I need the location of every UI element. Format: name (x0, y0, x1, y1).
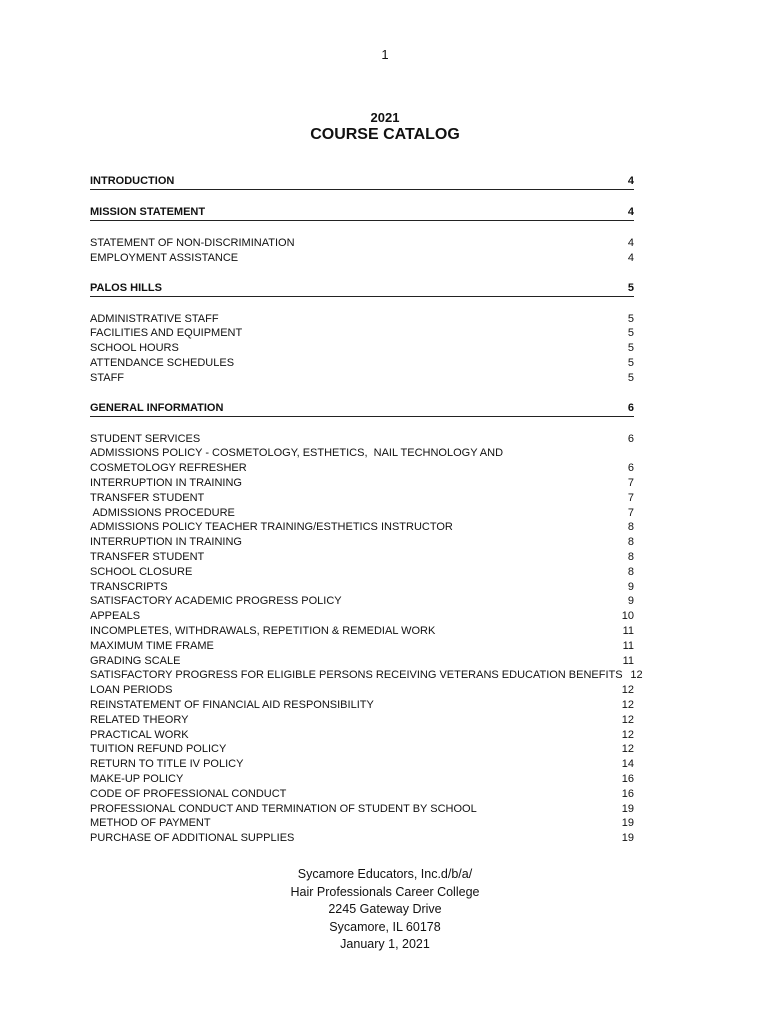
toc-entry-page: 9 (627, 595, 634, 608)
toc-entry-page: 12 (621, 713, 634, 726)
toc-section-heading (90, 205, 634, 221)
footer-line: Sycamore Educators, Inc.d/b/a/ (297, 867, 473, 881)
toc-entry (90, 713, 634, 728)
toc-entry-page: 16 (621, 772, 634, 785)
toc-entry (90, 491, 634, 506)
toc-entry (90, 356, 634, 371)
footer-line: Sycamore, IL 60178 (329, 919, 441, 934)
toc-entry-page: 11 (622, 624, 634, 637)
toc-entry-label: RELATED THEORY (90, 713, 189, 726)
toc-entry-label: STAFF (90, 371, 125, 384)
toc-entry-label: ADMISSIONS POLICY TEACHER TRAINING/ESTHETICS INSTRUCTOR (90, 521, 453, 534)
toc-entry-page: 4 (627, 251, 634, 264)
toc-entry-page: 6 (627, 432, 634, 445)
toc-entry-label: SATISFACTORY PROGRESS FOR ELIGIBLE PERSONS RECEIVING VETERANS EDUCATION BENEFITS (90, 669, 623, 682)
toc-entry (90, 312, 634, 327)
toc-entry-page: 4 (627, 206, 634, 218)
toc-entry (90, 802, 634, 817)
toc-entry-page: 5 (627, 356, 634, 369)
toc-entry-page: 8 (627, 536, 634, 549)
toc-entry-label: ADMISSIONS PROCEDURE (90, 506, 235, 519)
toc-entry-page: 7 (627, 491, 634, 504)
toc-entry-page: 5 (627, 371, 634, 384)
toc-entry-page: 10 (621, 610, 634, 623)
toc-entry-label: LOAN PERIODS (90, 684, 173, 697)
toc-entry-page: 5 (627, 327, 634, 340)
toc-entry (90, 251, 634, 266)
toc-entry (90, 432, 634, 447)
toc-entry (90, 550, 634, 565)
toc-entry-page: 4 (627, 175, 634, 187)
toc-entry-page: 12 (621, 743, 634, 756)
toc-entry-page: 8 (627, 521, 634, 534)
toc-entry-page: 12 (621, 728, 634, 741)
toc-entry-label: REINSTATEMENT OF FINANCIAL AID RESPONSIBILITY (90, 698, 374, 711)
toc-entry (90, 506, 634, 521)
toc-section-heading (90, 174, 634, 190)
toc-entry (90, 742, 634, 757)
footer-line: Hair Professionals Career College (290, 884, 480, 899)
toc-entry-label: ADMISSIONS POLICY - COSMETOLOGY, ESTHETICS, NAIL TECHNOLOGY AND (90, 447, 504, 460)
toc-entry (90, 639, 634, 654)
toc-entry-page: 7 (627, 476, 634, 489)
toc-entry-label: TUITION REFUND POLICY (90, 743, 227, 756)
publisher-address (0, 866, 770, 954)
table-of-contents (90, 174, 643, 846)
toc-entry (90, 461, 634, 476)
toc-entry-label: SCHOOL HOURS (90, 342, 179, 355)
toc-entry-label: GRADING SCALE (90, 654, 181, 667)
toc-entry-label: STUDENT SERVICES (90, 432, 201, 445)
toc-entry-page: 5 (627, 281, 634, 294)
toc-entry (90, 728, 634, 743)
toc-entry-label: COSMETOLOGY REFRESHER (90, 462, 247, 475)
toc-spacer (90, 266, 634, 281)
toc-entry (90, 772, 634, 787)
toc-entry-page: 19 (621, 817, 634, 830)
toc-spacer (90, 297, 634, 312)
toc-entry (90, 683, 634, 698)
toc-entry-label: MAXIMUM TIME FRAME (90, 639, 214, 652)
toc-entry-label: TRANSFER STUDENT (90, 550, 205, 563)
toc-entry (90, 594, 634, 609)
footer-line: January 1, 2021 (340, 937, 430, 951)
toc-entry-page: 8 (627, 550, 634, 563)
toc-entry (90, 236, 634, 251)
toc-entry (90, 609, 634, 624)
toc-entry (90, 831, 634, 846)
toc-entry (90, 446, 634, 461)
toc-entry-label: INTERRUPTION IN TRAINING (90, 536, 242, 549)
toc-entry-label: EMPLOYMENT ASSISTANCE (90, 251, 239, 264)
toc-entry-label: STATEMENT OF NON-DISCRIMINATION (90, 237, 295, 249)
toc-entry-page: 14 (621, 758, 634, 771)
toc-entry-label: MISSION STATEMENT (90, 206, 206, 218)
toc-entry-label: CODE OF PROFESSIONAL CONDUCT (90, 787, 287, 800)
toc-spacer (90, 221, 634, 236)
toc-section-heading (90, 401, 634, 417)
toc-entry (90, 565, 634, 580)
toc-entry-label: PROFESSIONAL CONDUCT AND TERMINATION OF STUDENT BY SCHOOL (90, 802, 477, 815)
toc-entry-page: 19 (621, 832, 634, 845)
toc-entry-page: 6 (627, 401, 634, 414)
toc-entry-page: 5 (627, 342, 634, 355)
toc-entry-label: SATISFACTORY ACADEMIC PROGRESS POLICY (90, 595, 342, 608)
toc-spacer (90, 190, 634, 205)
toc-entry (90, 520, 634, 535)
toc-entry-label: FACILITIES AND EQUIPMENT (90, 327, 243, 340)
toc-entry (90, 580, 634, 595)
toc-entry-page: 4 (627, 237, 634, 249)
toc-entry-page: 5 (627, 312, 634, 325)
footer-line: 2245 Gateway Drive (328, 902, 442, 916)
toc-entry-label: ATTENDANCE SCHEDULES (90, 356, 235, 369)
toc-entry-label: INTRODUCTION (90, 175, 175, 187)
toc-entry-label: GENERAL INFORMATION (90, 401, 224, 414)
toc-entry-page: 12 (621, 698, 634, 711)
toc-entry-page: 11 (622, 654, 634, 667)
toc-entry-label: RETURN TO TITLE IV POLICY (90, 758, 244, 771)
toc-entry-label: MAKE-UP POLICY (90, 772, 184, 785)
toc-entry-page: 19 (621, 802, 634, 815)
toc-spacer (90, 386, 634, 401)
toc-entry-label: SCHOOL CLOSURE (90, 565, 193, 578)
toc-entry (90, 371, 634, 386)
toc-spacer (90, 417, 634, 432)
toc-entry-page: 7 (627, 506, 634, 519)
toc-entry (90, 624, 634, 639)
toc-entry-page: 8 (627, 565, 634, 578)
toc-entry-page: 11 (622, 639, 634, 652)
toc-entry-label: APPEALS (90, 610, 141, 623)
toc-entry-label: PRACTICAL WORK (90, 728, 189, 741)
toc-entry-label: PALOS HILLS (90, 281, 162, 294)
toc-entry-page: 12 (621, 684, 634, 697)
toc-entry (90, 668, 643, 683)
toc-entry-page: 16 (621, 787, 634, 800)
page-title: COURSE CATALOG (310, 126, 460, 143)
toc-entry-label: TRANSCRIPTS (90, 580, 168, 593)
toc-entry (90, 698, 634, 713)
toc-entry-label: INTERRUPTION IN TRAINING (90, 476, 242, 489)
toc-entry (90, 757, 634, 772)
toc-entry-label: TRANSFER STUDENT (90, 491, 205, 504)
toc-entry-page: 12 (630, 669, 643, 682)
toc-entry-page: 6 (627, 462, 634, 475)
toc-entry (90, 341, 634, 356)
toc-entry-label: METHOD OF PAYMENT (90, 817, 211, 830)
toc-entry-page: 9 (627, 580, 634, 593)
page-number: 1 (381, 47, 389, 62)
toc-entry (90, 535, 634, 550)
catalog-year: 2021 (370, 110, 400, 125)
toc-entry-label: PURCHASE OF ADDITIONAL SUPPLIES (90, 832, 295, 845)
toc-entry (90, 476, 634, 491)
toc-entry (90, 326, 634, 341)
toc-entry (90, 816, 634, 831)
toc-entry-label: INCOMPLETES, WITHDRAWALS, REPETITION & REMEDIAL WORK (90, 624, 436, 637)
toc-entry-label: ADMINISTRATIVE STAFF (90, 312, 219, 325)
toc-section-heading (90, 281, 634, 297)
toc-entry (90, 654, 634, 669)
toc-entry (90, 787, 634, 802)
